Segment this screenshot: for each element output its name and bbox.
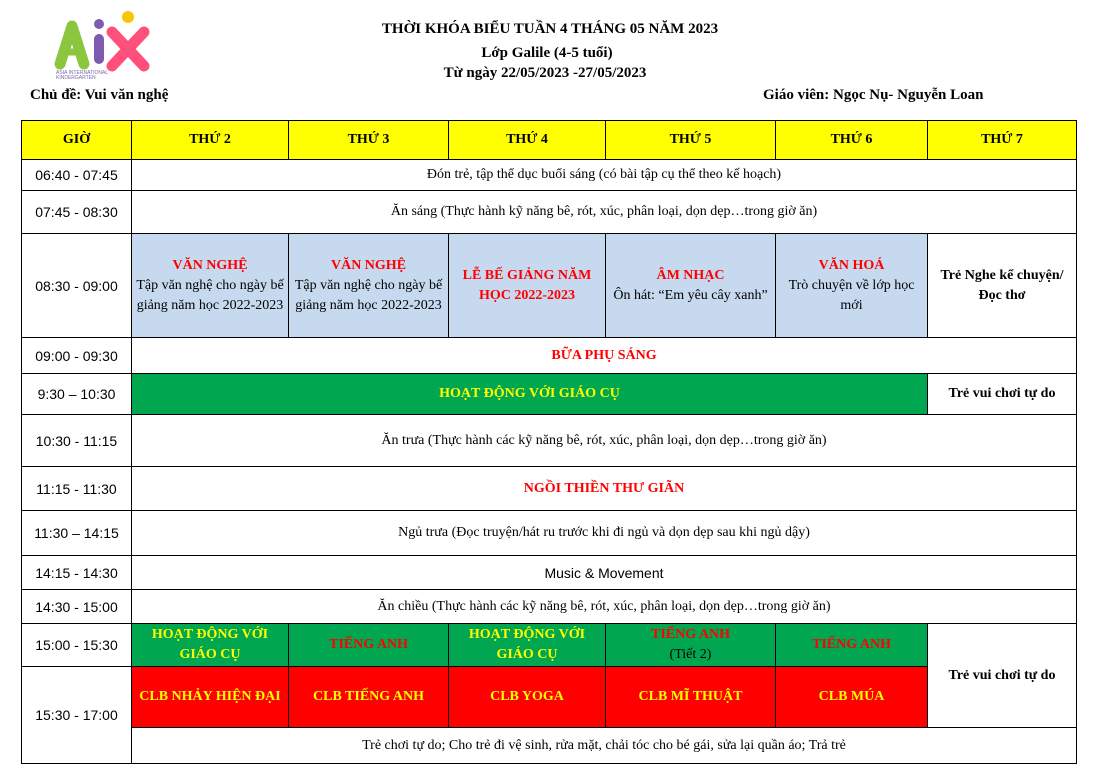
col-header-sat: THỨ 7 [928,121,1077,160]
subject-text: Trò chuyện về lớp học mới [788,277,915,313]
activity-cell: Ăn trưa (Thực hành các kỹ năng bê, rót, xúc, phân loại, dọn dẹp…trong giờ ăn) [132,415,1077,467]
timetable [21,120,1077,764]
activity-cell: HOẠT ĐỘNG VỚI GIÁO CỤ [132,374,928,415]
time-cell: 11:30 – 14:15 [22,511,132,556]
subject-cell-tue [289,234,449,338]
subject-cell-sat: Trẻ vui chơi tự do [928,624,1077,728]
col-header-mon: THỨ 2 [132,121,289,160]
activity-cell: Đón trẻ, tập thể dục buổi sáng (có bài tập cụ thể theo kế hoạch) [132,160,1077,191]
table-row [22,624,1077,667]
time-cell: 15:30 - 17:00 [22,667,132,764]
subject-cell-tue: TIẾNG ANH [289,624,449,667]
col-header-time: GIỜ [22,121,132,160]
subject-text: (Tiết 2) [669,647,712,662]
subject-text: Tập văn nghệ cho ngày bế giảng năm học 2022-2023 [294,277,443,313]
subject-cell-mon [132,234,289,338]
time-cell: 10:30 - 11:15 [22,415,132,467]
time-cell: 07:45 - 08:30 [22,191,132,234]
club-cell-wed: CLB YOGA [449,667,606,728]
date-range: Từ ngày 22/05/2023 -27/05/2023 [443,65,647,81]
table-row [22,374,1077,415]
activity-cell: Trẻ chơi tự do; Cho trẻ đi vệ sinh, rửa mặt, chải tóc cho bé gái, sửa lại quần áo; Trả trẻ [132,728,1077,764]
table-row [22,338,1077,374]
time-cell: 14:30 - 15:00 [22,590,132,624]
club-cell-fri: CLB MÚA [776,667,928,728]
time-cell: 9:30 – 10:30 [22,374,132,415]
logo-subtitle: ASIA INTERNATIONAL [56,70,109,76]
activity-cell-sat: Trẻ vui chơi tự do [928,374,1077,415]
table-row [22,234,1077,338]
subject-title: ÂM NHẠC [656,267,725,283]
activity-cell: BỮA PHỤ SÁNG [132,338,1077,374]
subject-cell-mon: HOẠT ĐỘNG VỚI GIÁO CỤ [132,624,289,667]
time-cell: 14:15 - 14:30 [22,556,132,590]
table-row [22,667,1077,728]
svg-text:KINDERGARTEN: KINDERGARTEN [56,75,96,80]
activity-cell: Ăn chiều (Thực hành các kỹ năng bê, rót, xúc, phân loại, dọn dẹp…trong giờ ăn) [132,590,1077,624]
subject-title: VĂN NGHỆ [172,257,248,273]
time-cell: 09:00 - 09:30 [22,338,132,374]
topic-label: Chủ đề: Vui văn nghệ [30,87,169,103]
subject-text: Tập văn nghệ cho ngày bế giảng năm học 2022-2023 [136,277,284,313]
time-cell: 06:40 - 07:45 [22,160,132,191]
subject-cell-wed: HOẠT ĐỘNG VỚI GIÁO CỤ [449,624,606,667]
table-row [22,160,1077,191]
subject-title: VĂN NGHỆ [330,257,407,273]
club-cell-tue: CLB TIẾNG ANH [289,667,449,728]
teacher-label: Giáo viên: Ngọc Nụ- Nguyễn Loan [763,87,984,103]
col-header-wed: THỨ 4 [449,121,606,160]
header-row [22,121,1077,160]
col-header-fri: THỨ 6 [776,121,928,160]
club-cell-mon: CLB NHẢY HIỆN ĐẠI [132,667,289,728]
col-header-thu: THỨ 5 [606,121,776,160]
activity-cell: NGỒI THIỀN THƯ GIÃN [132,467,1077,511]
subject-cell-sat: Trẻ Nghe kể chuyện/Đọc thơ [928,234,1077,338]
subject-title: LỄ BẾ GIẢNG NĂM HỌC 2022-2023 [462,267,592,303]
schedule-title: THỜI KHÓA BIỂU TUẦN 4 THÁNG 05 NĂM 2023 [381,21,719,37]
activity-cell: Music & Movement [132,556,1077,590]
activity-cell: Ăn sáng (Thực hành kỹ năng bê, rót, xúc, phân loại, dọn dẹp…trong giờ ăn) [132,191,1077,234]
table-row [22,728,1077,764]
time-cell: 11:15 - 11:30 [22,467,132,511]
table-row [22,511,1077,556]
table-row [22,191,1077,234]
subject-cell-thu [606,234,776,338]
table-row [22,590,1077,624]
class-name: Lớp Galile (4-5 tuổi) [481,45,613,61]
table-row [22,415,1077,467]
club-cell-thu: CLB MĨ THUẬT [606,667,776,728]
table-row [22,556,1077,590]
subject-cell-wed [449,234,606,338]
subject-title: TIẾNG ANH [651,627,730,642]
time-cell: 15:00 - 15:30 [22,624,132,667]
table-row [22,467,1077,511]
activity-cell: Ngủ trưa (Đọc truyện/hát ru trước khi đi ngủ và dọn dẹp sau khi ngủ dậy) [132,511,1077,556]
col-header-tue: THỨ 3 [289,121,449,160]
subject-title: VĂN HOÁ [818,257,885,273]
subject-text: Ôn hát: “Em yêu cây xanh” [613,287,768,303]
subject-cell-fri [776,234,928,338]
time-cell: 08:30 - 09:00 [22,234,132,338]
subject-cell-thu [606,624,776,667]
subject-cell-fri: TIẾNG ANH [776,624,928,667]
